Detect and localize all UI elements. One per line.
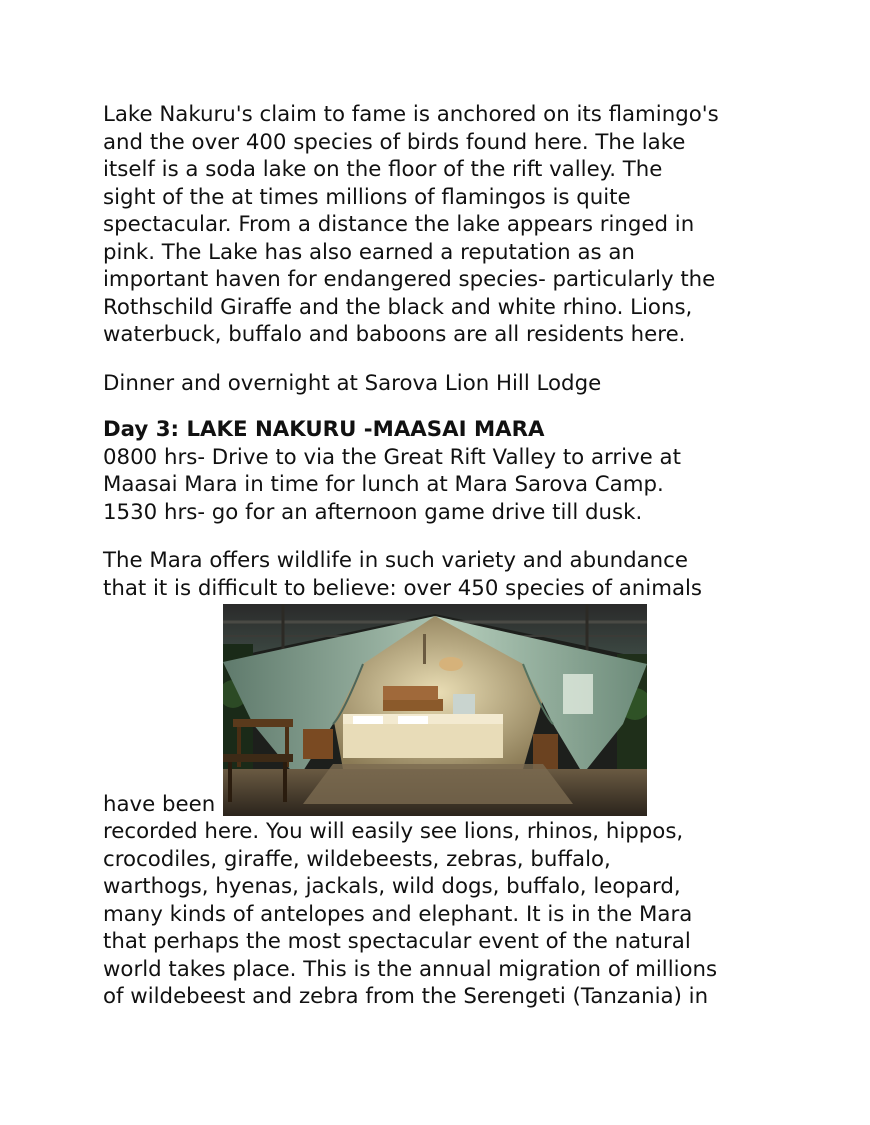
- text-line: Lake Nakuru's claim to fame is anchored on its flamingo's: [103, 102, 719, 127]
- text-line: have been: [103, 791, 216, 817]
- text-line: that perhaps the most spectacular event of the natural: [103, 929, 691, 954]
- text-line: sight of the at times millions of flamingos is quite: [103, 184, 631, 210]
- text-line: crocodiles, giraffe, wildebeests, zebras, buffalo,: [103, 846, 611, 872]
- text-line: recorded here. You will easily see lions, rhinos, hippos,: [103, 819, 684, 844]
- text-line: 1530 hrs- go for an afternoon game drive till dusk.: [103, 499, 643, 525]
- text-line: many kinds of antelopes and elephant. It is in the Mara: [103, 901, 693, 927]
- text-line: that it is difficult to believe: over 450 species of animals: [103, 575, 703, 601]
- text-line: itself is a soda lake on the floor of the rift valley. The: [103, 157, 663, 182]
- text-line: world takes place. This is the annual migration of millions: [103, 956, 718, 982]
- text-line: waterbuck, buffalo and baboons are all residents here.: [103, 322, 686, 347]
- dinner-line: Dinner and overnight at Sarova Lion Hill Lodge: [103, 370, 602, 396]
- safari-tent-photo: [223, 604, 647, 816]
- lake-nakuru-paragraph: [103, 101, 803, 349]
- text-line: The Mara offers wildlife in such variety and abundance: [103, 548, 688, 573]
- dinner-paragraph: [103, 370, 803, 398]
- text-line: Rothschild Giraffe and the black and white rhino. Lions,: [103, 294, 693, 320]
- text-line: 0800 hrs- Drive to via the Great Rift Valley to arrive at: [103, 444, 681, 470]
- text-line: warthogs, hyenas, jackals, wild dogs, buffalo, leopard,: [103, 874, 681, 899]
- text-line: of wildebeest and zebra from the Serengeti (Tanzania) in: [103, 984, 709, 1009]
- day3-section: [103, 416, 803, 526]
- text-line: spectacular. From a distance the lake appears ringed in: [103, 212, 695, 237]
- day3-heading: Day 3: LAKE NAKURU -MAASAI MARA: [103, 417, 545, 442]
- text-line: and the over 400 species of birds found here. The lake: [103, 129, 686, 155]
- page-content: [103, 101, 803, 1011]
- mara-paragraph: [103, 547, 803, 1011]
- text-line: pink. The Lake has also earned a reputation as an: [103, 239, 635, 265]
- text-line: important haven for endangered species- particularly the: [103, 267, 716, 292]
- image-row: [103, 604, 803, 818]
- text-line: Maasai Mara in time for lunch at Mara Sarova Camp.: [103, 472, 664, 497]
